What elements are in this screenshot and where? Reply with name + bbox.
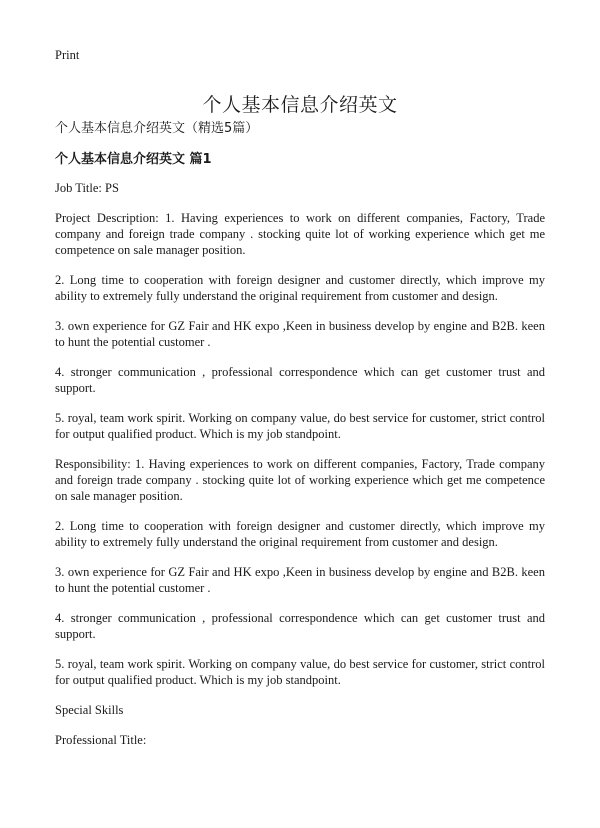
paragraph-responsibility: Responsibility: 1. Having experiences to work on different companies, Factory, Trade company and foreign trade company . stocking quite lot of working experience which get me competence on sale manager position. [55,457,545,503]
paragraph-professional-title: Professional Title: [55,733,147,747]
paragraph-project-item-3: 3. own experience for GZ Fair and HK expo ,Keen in business develop by engine and B2B. keen to hunt the potential customer . [55,319,545,349]
document-body [55,180,545,762]
document-title: 个人基本信息介绍英文 [202,93,398,116]
print-label: Print [55,48,80,62]
document-subtitle: 个人基本信息介绍英文（精选5篇） [55,121,259,136]
paragraph-responsibility-item-5: 5. royal, team work spirit. Working on company value, do best service for customer, strict control for output qualified product. Which is my job standpoint. [55,657,545,687]
paragraph-job-title: Job Title: PS [55,181,119,195]
paragraph-project-description: Project Description: 1. Having experiences to work on different companies, Factory, Trade company and foreign trade company . stocking quite lot of working experience which get me competence on sale manager position. [55,211,545,257]
paragraph-project-item-2: 2. Long time to cooperation with foreign designer and customer directly, which improve my ability to extremely fully understand the original requirement from customer and design. [55,273,545,303]
paragraph-project-item-4: 4. stronger communication , professional correspondence which can get customer trust and support. [55,365,545,395]
section-heading: 个人基本信息介绍英文 篇1 [55,152,212,167]
paragraph-responsibility-item-4: 4. stronger communication , professional correspondence which can get customer trust and support. [55,611,545,641]
paragraph-responsibility-item-3: 3. own experience for GZ Fair and HK expo ,Keen in business develop by engine and B2B. keen to hunt the potential customer . [55,565,545,595]
paragraph-project-item-5: 5. royal, team work spirit. Working on company value, do best service for customer, strict control for output qualified product. Which is my job standpoint. [55,411,545,441]
paragraph-responsibility-item-2: 2. Long time to cooperation with foreign designer and customer directly, which improve my ability to extremely fully understand the original requirement from customer and design. [55,519,545,549]
paragraph-special-skills: Special Skills [55,703,124,717]
